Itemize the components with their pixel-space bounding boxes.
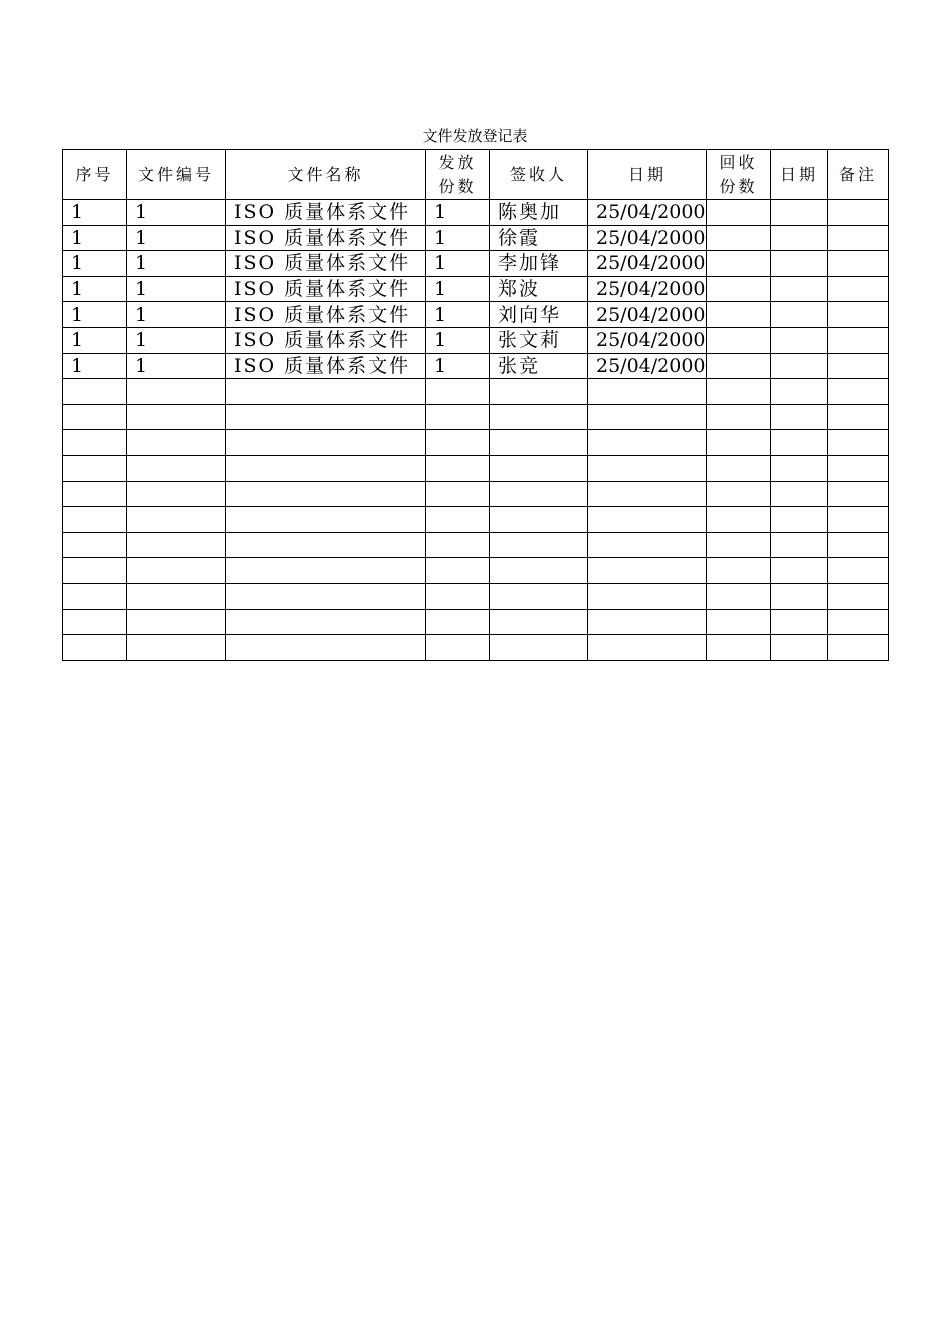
table-row [63,251,889,277]
cell-return-date [771,276,828,302]
cell-issued-copies [426,507,490,533]
cell-issued-copies [426,609,490,635]
cell-issue-date: 25/04/2000 [588,251,707,277]
cell-return-date [771,609,828,635]
cell-remarks [828,251,889,277]
cell-returned-copies [707,635,771,661]
cell-remarks [828,583,889,609]
cell-recipient [490,558,588,584]
cell-serial-no [63,379,127,405]
table-row [63,302,889,328]
cell-issue-date [588,635,707,661]
column-header-serial-no: 序号 [63,150,127,200]
cell-issue-date [588,379,707,405]
cell-document-name [226,507,426,533]
table-row [63,276,889,302]
cell-remarks [828,276,889,302]
cell-recipient [490,583,588,609]
cell-issue-date: 25/04/2000 [588,276,707,302]
cell-document-no [127,532,226,558]
cell-document-no: 1 [127,251,226,277]
cell-return-date [771,225,828,251]
cell-issued-copies: 1 [426,225,490,251]
cell-document-no: 1 [127,225,226,251]
cell-issue-date [588,455,707,481]
cell-issue-date: 25/04/2000 [588,302,707,328]
cell-remarks [828,481,889,507]
cell-document-name [226,379,426,405]
cell-serial-no [63,455,127,481]
column-header-document-name: 文件名称 [226,150,426,200]
table-row [63,635,889,661]
cell-remarks [828,635,889,661]
column-header-issued-copies-label: 发放份数 [438,152,477,196]
cell-document-no [127,507,226,533]
cell-serial-no [63,583,127,609]
cell-issued-copies [426,430,490,456]
cell-recipient: 李加锋 [490,251,588,277]
cell-return-date [771,558,828,584]
cell-recipient: 徐霞 [490,225,588,251]
distribution-register-table [62,149,889,661]
cell-recipient [490,481,588,507]
cell-return-date [771,532,828,558]
cell-document-name [226,558,426,584]
cell-return-date [771,327,828,353]
cell-issued-copies [426,532,490,558]
cell-remarks [828,532,889,558]
cell-document-name: ISO 质量体系文件 [226,251,426,277]
cell-returned-copies [707,276,771,302]
cell-document-no: 1 [127,276,226,302]
cell-document-name [226,635,426,661]
cell-return-date [771,379,828,405]
cell-issue-date [588,609,707,635]
cell-document-no: 1 [127,353,226,379]
cell-document-no [127,404,226,430]
cell-returned-copies [707,455,771,481]
cell-return-date [771,583,828,609]
cell-issue-date [588,532,707,558]
cell-returned-copies [707,225,771,251]
table-row [63,404,889,430]
cell-recipient: 郑波 [490,276,588,302]
cell-recipient [490,609,588,635]
column-header-document-no: 文件编号 [127,150,226,200]
cell-remarks [828,507,889,533]
column-header-recipient: 签收人 [490,150,588,200]
cell-issued-copies [426,635,490,661]
cell-document-name [226,481,426,507]
cell-document-no [127,455,226,481]
cell-return-date [771,430,828,456]
cell-serial-no: 1 [63,353,127,379]
cell-serial-no [63,430,127,456]
table-row [63,507,889,533]
cell-remarks [828,379,889,405]
cell-document-no [127,558,226,584]
cell-document-name: ISO 质量体系文件 [226,327,426,353]
cell-recipient [490,635,588,661]
cell-serial-no [63,481,127,507]
cell-issue-date [588,404,707,430]
cell-issued-copies [426,481,490,507]
cell-serial-no [63,532,127,558]
cell-serial-no: 1 [63,276,127,302]
table-row [63,200,889,226]
cell-document-no [127,609,226,635]
cell-serial-no: 1 [63,302,127,328]
cell-return-date [771,404,828,430]
table-row [63,532,889,558]
cell-issue-date [588,507,707,533]
cell-issue-date: 25/04/2000 [588,200,707,226]
cell-recipient: 陈奥加 [490,200,588,226]
cell-returned-copies [707,558,771,584]
cell-serial-no [63,507,127,533]
cell-serial-no: 1 [63,200,127,226]
cell-remarks [828,327,889,353]
cell-issue-date: 25/04/2000 [588,327,707,353]
table-row [63,609,889,635]
cell-returned-copies [707,379,771,405]
table-row [63,481,889,507]
cell-recipient: 刘向华 [490,302,588,328]
cell-returned-copies [707,583,771,609]
cell-serial-no [63,609,127,635]
cell-recipient: 张竞 [490,353,588,379]
cell-returned-copies [707,404,771,430]
cell-document-name: ISO 质量体系文件 [226,353,426,379]
cell-remarks [828,302,889,328]
cell-issued-copies [426,583,490,609]
column-header-remarks: 备注 [828,150,889,200]
cell-issued-copies: 1 [426,353,490,379]
cell-document-no [127,583,226,609]
cell-recipient: 张文莉 [490,327,588,353]
table-row [63,583,889,609]
cell-recipient [490,507,588,533]
column-header-returned-copies [707,150,771,200]
cell-serial-no: 1 [63,225,127,251]
cell-serial-no: 1 [63,251,127,277]
cell-return-date [771,302,828,328]
cell-returned-copies [707,481,771,507]
cell-returned-copies [707,327,771,353]
header-row [63,150,889,200]
cell-recipient [490,379,588,405]
column-header-return-date: 日期 [771,150,828,200]
cell-return-date [771,353,828,379]
cell-recipient [490,532,588,558]
cell-returned-copies [707,507,771,533]
cell-returned-copies [707,353,771,379]
cell-document-no [127,430,226,456]
cell-document-name [226,532,426,558]
cell-document-name [226,404,426,430]
cell-document-name: ISO 质量体系文件 [226,302,426,328]
cell-returned-copies [707,200,771,226]
cell-serial-no [63,558,127,584]
column-header-issued-copies [426,150,490,200]
cell-issued-copies: 1 [426,200,490,226]
cell-serial-no [63,635,127,661]
cell-issue-date: 25/04/2000 [588,353,707,379]
cell-returned-copies [707,430,771,456]
cell-issue-date [588,481,707,507]
cell-document-no [127,481,226,507]
column-header-issue-date: 日期 [588,150,707,200]
cell-document-no: 1 [127,200,226,226]
cell-remarks [828,353,889,379]
cell-returned-copies [707,251,771,277]
cell-remarks [828,558,889,584]
cell-remarks [828,200,889,226]
cell-issue-date [588,430,707,456]
cell-issued-copies [426,455,490,481]
cell-issue-date: 25/04/2000 [588,225,707,251]
table-row [63,353,889,379]
cell-document-no: 1 [127,327,226,353]
cell-return-date [771,200,828,226]
table-row [63,558,889,584]
cell-return-date [771,481,828,507]
cell-recipient [490,430,588,456]
cell-issued-copies: 1 [426,276,490,302]
cell-return-date [771,455,828,481]
cell-issued-copies [426,558,490,584]
cell-document-no [127,379,226,405]
table-row [63,225,889,251]
cell-document-name: ISO 质量体系文件 [226,200,426,226]
table-header [63,150,889,200]
cell-issued-copies: 1 [426,302,490,328]
column-header-returned-copies-label: 回收份数 [719,152,758,196]
table-row [63,430,889,456]
cell-document-name [226,609,426,635]
cell-issued-copies [426,379,490,405]
cell-issued-copies: 1 [426,251,490,277]
cell-remarks [828,430,889,456]
cell-recipient [490,455,588,481]
cell-issued-copies [426,404,490,430]
table-row [63,327,889,353]
cell-document-name: ISO 质量体系文件 [226,276,426,302]
cell-document-no [127,635,226,661]
table-row [63,455,889,481]
cell-returned-copies [707,532,771,558]
cell-remarks [828,404,889,430]
table-row [63,379,889,405]
cell-document-name [226,455,426,481]
cell-return-date [771,635,828,661]
cell-document-name [226,583,426,609]
table-body [63,200,889,661]
cell-serial-no [63,404,127,430]
cell-remarks [828,609,889,635]
document-title: 文件发放登记表 [422,127,528,145]
cell-issue-date [588,583,707,609]
cell-recipient [490,404,588,430]
cell-remarks [828,455,889,481]
cell-returned-copies [707,609,771,635]
cell-serial-no: 1 [63,327,127,353]
cell-return-date [771,251,828,277]
cell-returned-copies [707,302,771,328]
cell-remarks [828,225,889,251]
cell-document-name: ISO 质量体系文件 [226,225,426,251]
cell-return-date [771,507,828,533]
cell-document-name [226,430,426,456]
cell-document-no: 1 [127,302,226,328]
cell-issue-date [588,558,707,584]
cell-issued-copies: 1 [426,327,490,353]
